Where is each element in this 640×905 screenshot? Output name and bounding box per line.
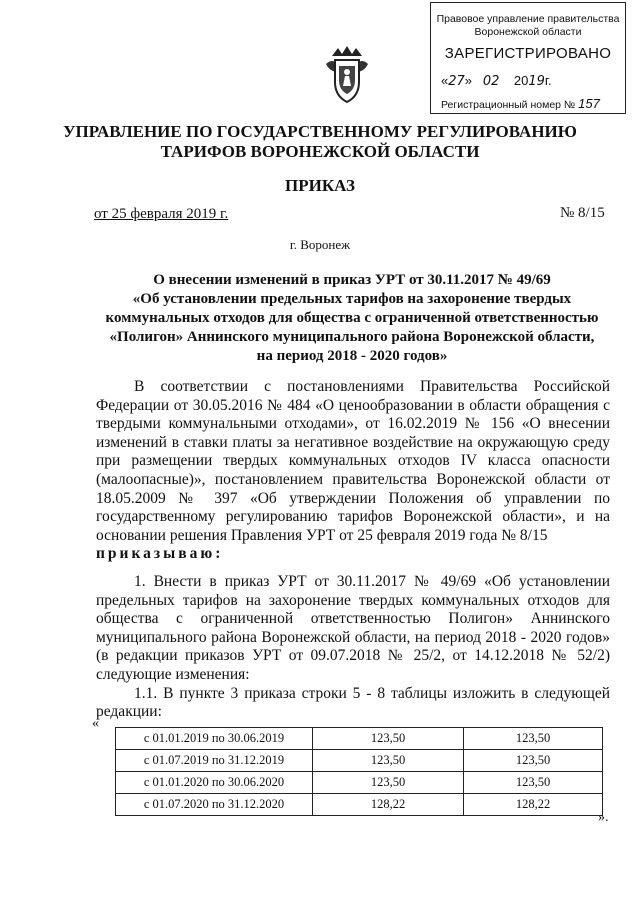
quote-close: ». xyxy=(598,810,609,825)
tariff-table xyxy=(115,727,603,816)
tariff-cell: 123,50 xyxy=(464,772,603,794)
subject-line1: О внесении изменений в приказ УРТ от 30.11.2017 № 49/69 xyxy=(153,272,551,288)
stamp-date-suffix: г. xyxy=(544,73,552,88)
tariff-cell: 123,50 xyxy=(313,728,464,750)
document-type: ПРИКАЗ xyxy=(285,176,355,195)
stamp-date: «27» 02 2019г. xyxy=(441,73,552,89)
decree-word: приказываю: xyxy=(96,545,224,563)
table-row xyxy=(116,728,603,750)
order-number: № 8/15 xyxy=(560,205,605,221)
stamp-regno-value: 157 xyxy=(578,96,600,111)
stamp-date-month: 02 xyxy=(482,74,500,89)
tariff-cell: 123,50 xyxy=(313,772,464,794)
subject-line4: «Полигон» Аннинского муниципального района Воронежской области, xyxy=(109,329,595,345)
tariff-cell: 128,22 xyxy=(464,794,603,816)
stamp-date-day: 27 xyxy=(448,74,465,89)
preamble-block xyxy=(96,378,610,564)
preamble-text: В соответствии с постановлениями Правительства Российской Федерации от 30.05.2016 № 484 «О ценообразовании в области обращения с твердыми коммунальными отходами», от 16.02.2019 № 156 «О внесении изменений в ставки платы за негативное воздействие на окружающую среду при размещении твердых коммунальных отходов IV класса опасности (малоопасные)», постановлением правительства Воронежской области от 18.05.2009 № 397 «Об утверждении Положения об управлении по государственному регулированию тарифов Воронежской области», и на основании решения Правления УРТ от 25 февраля 2019 года № 8/15 xyxy=(96,378,610,544)
subject-line5: на период 2018 - 2020 годов» xyxy=(256,348,448,364)
subject-line3: коммунальных отходов для общества с ограниченной ответственностью xyxy=(105,310,599,326)
period-cell: с 01.07.2020 по 31.12.2020 xyxy=(116,794,313,816)
order-subject xyxy=(96,271,608,366)
item-1-1-text: 1.1. В пункте 3 приказа строки 5 - 8 таблицы изложить в следующей редакции: xyxy=(96,684,610,721)
period-cell: с 01.07.2019 по 31.12.2019 xyxy=(116,750,313,772)
stamp-date-year-prefix: 20 xyxy=(513,73,529,88)
tariff-cell: 123,50 xyxy=(464,728,603,750)
coat-of-arms-icon xyxy=(324,42,370,106)
order-date: от 25 февраля 2019 г. xyxy=(94,206,229,222)
quote-open: « xyxy=(92,716,99,731)
stamp-regno xyxy=(441,96,600,111)
period-cell: с 01.01.2019 по 30.06.2019 xyxy=(116,728,313,750)
tariff-cell: 128,22 xyxy=(313,794,464,816)
stamp-organization xyxy=(431,13,625,39)
stamp-status: ЗАРЕГИСТРИРОВАНО xyxy=(444,45,612,62)
table-row xyxy=(116,750,603,772)
item-1-block xyxy=(96,573,610,722)
tariff-cell: 123,50 xyxy=(464,750,603,772)
issuer-line2: ТАРИФОВ ВОРОНЕЖСКОЙ ОБЛАСТИ xyxy=(160,142,480,161)
table-row xyxy=(116,794,603,816)
item-1-text: 1. Внести в приказ УРТ от 30.11.2017 № 49/69 «Об установлении предельных тарифов на захоронение твердых коммунальных отходов для общества с ограниченной ответственностью Полигон» Аннинского муниципального района Воронежской области, на период 2018 - 2020 годов» (в редакции приказов УРТ от 09.07.2018 № 25/2, от 14.12.2018 № 52/2) следующие изменения: xyxy=(96,573,610,683)
issuer-line1: УПРАВЛЕНИЕ ПО ГОСУДАРСТВЕННОМУ РЕГУЛИРОВАНИЮ xyxy=(63,122,577,141)
subject-line2: «Об установлении предельных тарифов на захоронение твердых xyxy=(132,291,572,307)
tariff-cell: 123,50 xyxy=(313,750,464,772)
stamp-org-line1: Правовое управление правительства xyxy=(436,13,620,25)
period-cell: с 01.01.2020 по 30.06.2020 xyxy=(116,772,313,794)
stamp-date-year: 19 xyxy=(528,74,545,89)
table-row xyxy=(116,772,603,794)
stamp-org-line2: Воронежской области xyxy=(474,26,582,38)
order-city: г. Воронеж xyxy=(289,237,351,252)
registration-stamp xyxy=(430,2,626,114)
stamp-regno-label: Регистрационный номер № xyxy=(441,99,576,111)
